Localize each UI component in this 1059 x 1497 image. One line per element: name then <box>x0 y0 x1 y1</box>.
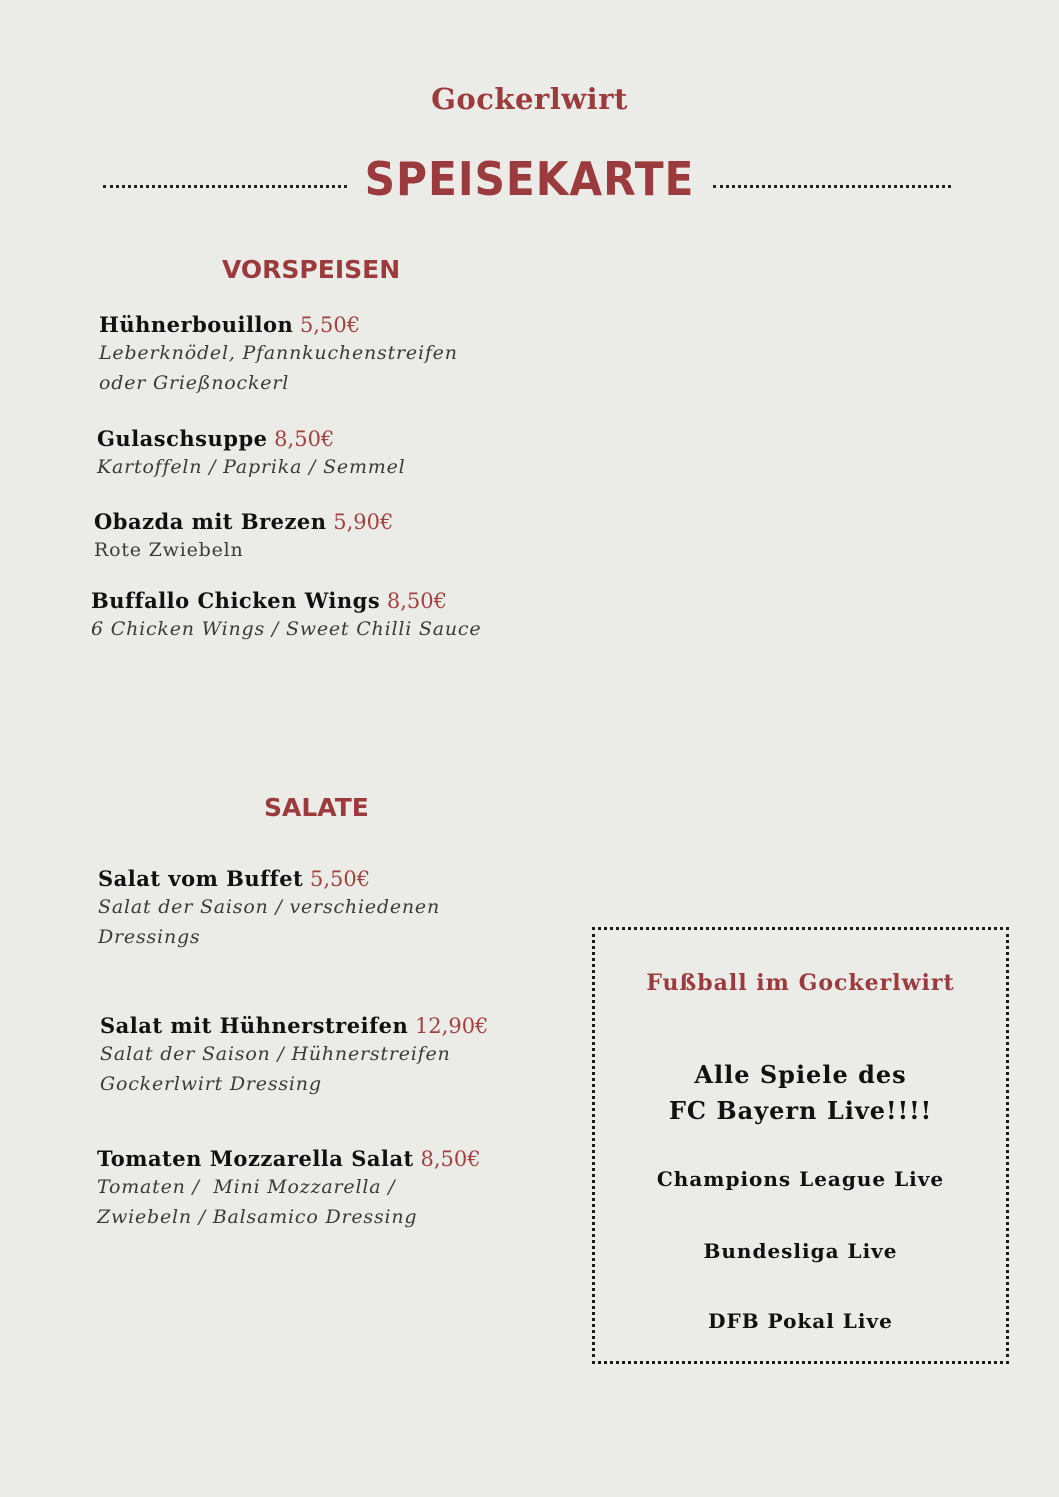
restaurant-name: Gockerlwirt <box>431 82 628 116</box>
promo-line-dfb-pokal: DFB Pokal Live <box>708 1309 893 1333</box>
section-title-salate: SALATE <box>264 793 369 822</box>
menu-item <box>94 508 564 566</box>
menu-item-name: Salat mit Hühnerstreifen <box>100 1013 409 1038</box>
menu-item-description: Tomaten / Mini Mozzarella / <box>97 1176 396 1198</box>
menu-item-price: 5,90€ <box>333 510 394 534</box>
promo-title: Fußball im Gockerlwirt <box>646 970 955 996</box>
menu-item-description: 6 Chicken Wings / Sweet Chilli Sauce <box>91 618 482 640</box>
menu-item <box>98 865 568 952</box>
promo-line-champions-league: Champions League Live <box>656 1167 945 1191</box>
menu-item-price: 8,50€ <box>386 589 447 613</box>
menu-item-description: Kartoffeln / Paprika / Semmel <box>97 456 406 478</box>
menu-item-description: Dressings <box>98 925 201 948</box>
menu-item-description: Zwiebeln / Balsamico Dressing <box>97 1205 418 1228</box>
football-promo-box <box>592 927 1009 1364</box>
page-title: SPEISEKARTE <box>364 152 695 206</box>
menu-item-description: Rote Zwiebeln <box>94 539 244 561</box>
menu-item-description: Leberknödel, Pfannkuchenstreifen <box>99 342 458 364</box>
promo-line-bundesliga: Bundesliga Live <box>703 1239 898 1263</box>
menu-item-price: 8,50€ <box>274 427 335 451</box>
menu-item-name: Tomaten Mozzarella Salat <box>97 1146 414 1171</box>
menu-item-price: 12,90€ <box>414 1014 489 1038</box>
promo-headline-line: FC Bayern Live!!!! <box>668 1096 933 1125</box>
menu-item <box>97 1145 567 1232</box>
menu-item-name: Hühnerbouillon <box>99 312 294 337</box>
menu-item-description: Salat der Saison / Hühnerstreifen <box>100 1043 451 1065</box>
menu-item-description: Gockerlwirt Dressing <box>100 1072 322 1095</box>
menu-item-name: Salat vom Buffet <box>98 866 304 891</box>
menu-item-description: Salat der Saison / verschiedenen <box>98 896 441 918</box>
menu-item-price: 5,50€ <box>309 867 371 891</box>
menu-item <box>99 311 569 398</box>
menu-item-description: oder Grießnockerl <box>99 371 290 394</box>
section-title-vorspeisen: VORSPEISEN <box>222 255 401 284</box>
dotted-divider-right <box>713 185 951 188</box>
menu-item-name: Gulaschsuppe <box>97 426 268 451</box>
menu-item-price: 8,50€ <box>420 1147 481 1171</box>
menu-item <box>100 1012 570 1099</box>
menu-item <box>91 587 561 645</box>
menu-item-name: Buffallo Chicken Wings <box>91 588 381 613</box>
menu-item <box>97 425 567 483</box>
menu-item-name: Obazda mit Brezen <box>94 509 327 534</box>
menu-item-price: 5,50€ <box>299 313 361 337</box>
promo-headline-line: Alle Spiele des <box>694 1060 907 1089</box>
promo-headline <box>595 1057 1006 1129</box>
